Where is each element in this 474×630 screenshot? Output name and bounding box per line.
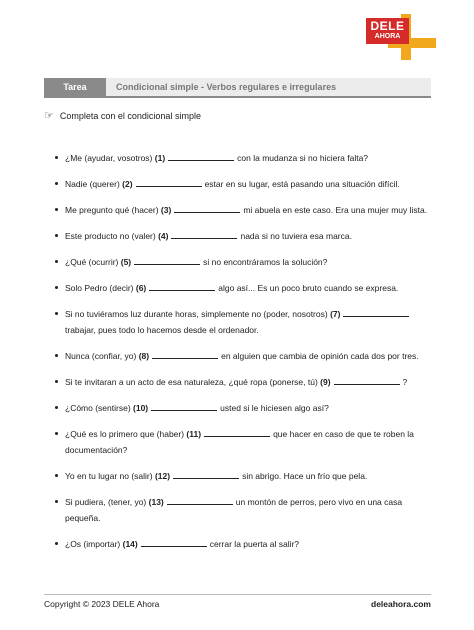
item-text-after: ?	[402, 377, 408, 387]
answer-blank[interactable]	[174, 204, 240, 213]
item-number: (2)	[122, 179, 133, 189]
item-text-after: que hacer en caso de que te roben la documentación?	[65, 429, 414, 455]
item-text-before: ¿Cómo (sentirse)	[65, 403, 134, 413]
item-text-after: estar en su lugar, está pasando una situación difícil.	[204, 179, 400, 189]
exercise-item	[55, 254, 431, 270]
item-text-before: Este producto no (valer)	[65, 231, 159, 241]
item-text-after: si no encontráramos la solución?	[203, 257, 328, 267]
dele-ahora-logo	[366, 14, 436, 60]
item-number: (9)	[320, 377, 331, 387]
item-text-after: cerrar la puerta al salir?	[209, 539, 300, 549]
pointing-hand-icon: ☞	[44, 110, 54, 122]
task-title: Condicional simple - Verbos regulares e irregulares	[116, 82, 337, 92]
item-text-after: usted si le hiciesen algo así?	[220, 403, 329, 413]
exercise-item	[55, 280, 431, 296]
answer-blank[interactable]	[173, 470, 239, 479]
exercise-item	[55, 468, 431, 484]
item-number: (5)	[120, 257, 132, 267]
item-number: (12)	[154, 471, 171, 481]
answer-blank[interactable]	[168, 152, 234, 161]
item-number: (14)	[122, 539, 138, 549]
task-tag: Tarea	[44, 78, 106, 96]
instruction-text: Completa con el condicional simple	[59, 110, 201, 121]
item-text-after: un montón de perros, pero vivo en una casa pequeña.	[65, 497, 403, 523]
instruction	[44, 109, 201, 122]
item-number: (1)	[154, 153, 166, 163]
item-text-after: algo así... Es un poco bruto cuando se expresa.	[218, 283, 399, 293]
answer-blank[interactable]	[151, 402, 217, 411]
item-text-after: con la mudanza si no hiciera falta?	[237, 153, 369, 163]
answer-blank[interactable]	[343, 308, 409, 317]
item-text-before: Si no tuviéramos luz durante horas, simplemente no (poder, nosotros)	[65, 309, 331, 319]
exercise-item	[55, 306, 431, 338]
exercise-item	[55, 536, 431, 552]
answer-blank[interactable]	[204, 428, 270, 437]
footer-divider	[44, 594, 431, 595]
task-header	[44, 78, 431, 98]
exercise-item	[55, 150, 431, 166]
answer-blank[interactable]	[136, 178, 202, 187]
item-text-before: ¿Me (ayudar, vosotros)	[65, 153, 155, 163]
item-number: (6)	[135, 283, 147, 293]
item-number: (11)	[186, 429, 202, 439]
item-text-before: Nunca (confiar, yo)	[65, 351, 139, 361]
item-number: (13)	[148, 497, 164, 507]
answer-blank[interactable]	[171, 230, 237, 239]
item-text-before: ¿Qué es lo primero que (haber)	[65, 429, 187, 439]
item-text-before: Me pregunto qué (hacer)	[65, 205, 161, 215]
item-text-after: sin abrigo. Hace un frío que pela.	[242, 471, 368, 481]
answer-blank[interactable]	[134, 256, 200, 265]
item-text-after: nada si no tuviera esa marca.	[240, 231, 352, 241]
logo-box	[366, 18, 409, 44]
answer-blank[interactable]	[149, 282, 215, 291]
item-number: (7)	[330, 309, 341, 319]
item-text-before: Si pudiera, (tener, yo)	[65, 497, 149, 507]
item-text-before: Yo en tu lugar no (salir)	[65, 471, 155, 481]
footer-copyright: Copyright © 2023 DELE Ahora	[44, 599, 160, 609]
item-text-before: Solo Pedro (decir)	[65, 283, 136, 293]
footer-site-link[interactable]: deleahora.com	[371, 599, 431, 609]
exercise-item	[55, 228, 431, 244]
exercise-item	[55, 202, 431, 218]
item-text-after: mi abuela en este caso. Era una mujer muy lista.	[243, 205, 428, 215]
exercise-item	[55, 426, 431, 458]
item-text-before: ¿Qué (ocurrir)	[65, 257, 121, 267]
answer-blank[interactable]	[334, 376, 400, 385]
logo-text-ahora: AHORA	[374, 33, 401, 40]
logo-text-dele: DELE	[370, 19, 405, 33]
item-number: (4)	[158, 231, 169, 241]
item-text-after: trabajar, pues todo lo hacemos desde el ordenador.	[65, 325, 259, 335]
item-text-before: ¿Os (importar)	[65, 539, 123, 549]
item-text-before: Nadie (querer)	[65, 179, 123, 189]
item-text-after: en alguien que cambia de opinión cada dos por tres.	[221, 351, 419, 361]
exercise-item	[55, 374, 431, 390]
exercise-item	[55, 400, 431, 416]
item-text-before: Si te invitaran a un acto de esa naturaleza, ¿qué ropa (ponerse, tú)	[65, 377, 321, 387]
item-number: (8)	[138, 351, 150, 361]
exercise-item	[55, 348, 431, 364]
item-number: (10)	[133, 403, 149, 413]
answer-blank[interactable]	[152, 350, 218, 359]
item-number: (3)	[160, 205, 172, 215]
exercise-item	[55, 176, 431, 192]
answer-blank[interactable]	[167, 496, 233, 505]
exercise-item	[55, 494, 431, 526]
answer-blank[interactable]	[141, 538, 207, 547]
exercise-list	[55, 150, 431, 562]
